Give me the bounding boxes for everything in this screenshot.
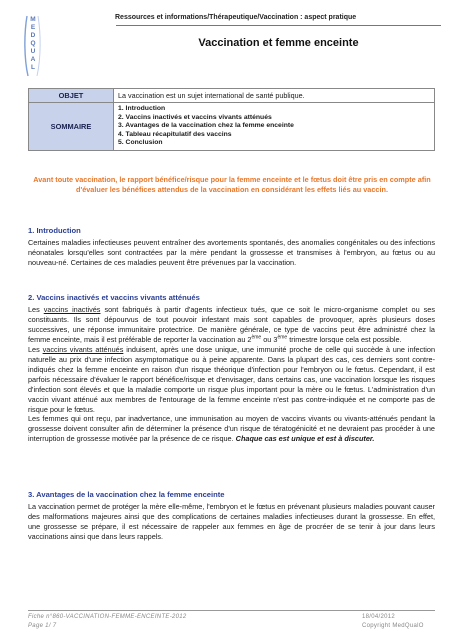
breadcrumb: Ressources et informations/Thérapeutique/Vaccination : aspect pratique [115,14,357,21]
toc-item: 3. Avantages de la vaccination chez la femme enceinte [118,122,294,130]
objet-label: OBJET [29,89,114,103]
copyright: Copyright MedQualO [362,623,424,629]
toc-item: 1. Introduction [118,105,166,112]
logo-letter: M [30,16,36,23]
logo-letter: D [30,32,36,39]
section-1-heading: 1. Introduction [28,226,81,235]
logo-letter: Q [30,40,36,47]
toc-item: 4. Tableau récapitulatif des vaccins [118,130,232,138]
text-run: ou 3 [261,334,278,344]
sommaire-label: SOMMAIRE [29,103,114,151]
paragraph: Certaines maladies infectieuses peuvent entraîner des avortements spontanés, des anomalies congénitales ou des infections néonatales lorsqu'elles sont contractées par la mère pendant la grossesse et transmises à l'embryon, au fœtus ou au nouveau-né. Certaines de ces maladies peuvent être prévenues par la vaccination. [28,238,435,267]
table-of-contents [114,103,435,151]
page-title: Vaccination et femme enceinte [198,37,359,49]
text-run: trimestre lorsque cela est possible. [287,334,402,344]
paragraph [28,345,435,415]
objet-row [29,89,435,103]
sommaire-row [29,103,435,151]
paragraph [28,414,435,444]
header-divider [116,25,441,26]
toc-item: 5. Conclusion [118,139,163,147]
document-date: 18/04/2012 [362,614,396,620]
section-2-text [28,305,435,444]
superscript: ème [277,334,288,341]
section-1-text [28,238,435,268]
section-2-heading: 2. Vaccins inactivés et vaccins vivants atténués [28,293,200,302]
text-run: induisent, après une dose unique, une immunité proche de celle qui succède à une infection naturelle au prix d'une infection asymptomatique ou à peine apparente. Dans la plupart des cas, ces derniers sont contre-indiqués chez la femme enceinte en raison d'un risque théorique d'infection pour l'embryon ou le fœtus. Cependant, il est parfois nécessaire d'évaluer le rapport bénéfice/risque et d'envisager, dans certains cas, une vaccination lorsque les risques d'infection sont élevés et que la maladie comporte un risque plus important pour la mère ou le fœtus. L'administration d'un vaccin vivant atténué aux membres de l'entourage de la femme enceinte n'est pas contre-indiquée et ne comporte pas de risque pour le fœtus. [28,344,436,414]
logo-letter: L [31,64,35,71]
logo-letter: U [30,48,36,55]
logo-letter: A [30,56,36,63]
footer-left [28,613,187,631]
summary-table [28,88,435,151]
logo-letter: E [30,24,36,31]
footer-divider [28,610,435,611]
text-run: Les femmes qui ont reçu, par inadvertance, une immunisation au moyen de vaccins vivants ou vivants-atténués pendant la grossesse doivent consulter afin de déterminer la présence d'un risque de tératogénicité et ne devraient pas procéder à une interruption de grossesse motivée par la présence de ce risque. [28,414,435,444]
section-3-heading: 3. Avantages de la vaccination chez la femme enceinte [28,490,225,499]
toc-item: 2. Vaccins inactivés et vaccins vivants atténués [118,113,272,121]
objet-value: La vaccination est un sujet international de santé publique. [114,89,435,103]
footer-right [362,613,424,631]
medqual-logo [22,14,44,76]
paragraph: La vaccination permet de protéger la mère elle-même, l'embryon et le fœtus en prévenant plusieurs maladies pouvant causer des malformations majeures ainsi que des complications de certaines maladies infectieuses durant la grossesse. En effet, une grossesse se prépare, il est nécessaire de rappeler aux femmes en âge de procréer de se tenir à jour dans leurs vaccinations ainsi que dans leurs rappels. [28,502,435,541]
page-number: Page 1/ 7 [28,623,57,629]
fiche-reference: Fiche n°860-VACCINATION-FEMME-ENCEINTE-2012 [28,614,187,620]
underlined-term: vaccins inactivés [43,305,101,314]
paragraph [28,305,435,345]
underlined-term: vaccins vivants atténués [42,344,124,354]
section-3-text [28,502,435,542]
text-run: Les [28,344,43,354]
emphasis: Chaque cas est unique et est à discuter. [235,434,375,444]
superscript: ème [251,334,262,341]
text-run: Les [28,305,44,314]
warning-notice: Avant toute vaccination, le rapport bénéfice/risque pour la femme enceinte et le fœtus doit être pris en compte afin d'évaluer les bénéfices attendus de la vaccination en considérant les effets liés au vaccin. [33,175,431,194]
text-run: sont fabriqués à partir d'agents infectieux tués, que ce soit le micro-organisme complet ou ses constituants. Ils sont dépourvus de tout pouvoir infestant mais sont capables de provoquer, après plusieurs doses successives, une réponse immunitaire protectrice. De manière générale, ce type de vaccins peut être administré chez la femme enceinte, mais il est préférable de reporter la vaccination au 2 [28,305,436,344]
